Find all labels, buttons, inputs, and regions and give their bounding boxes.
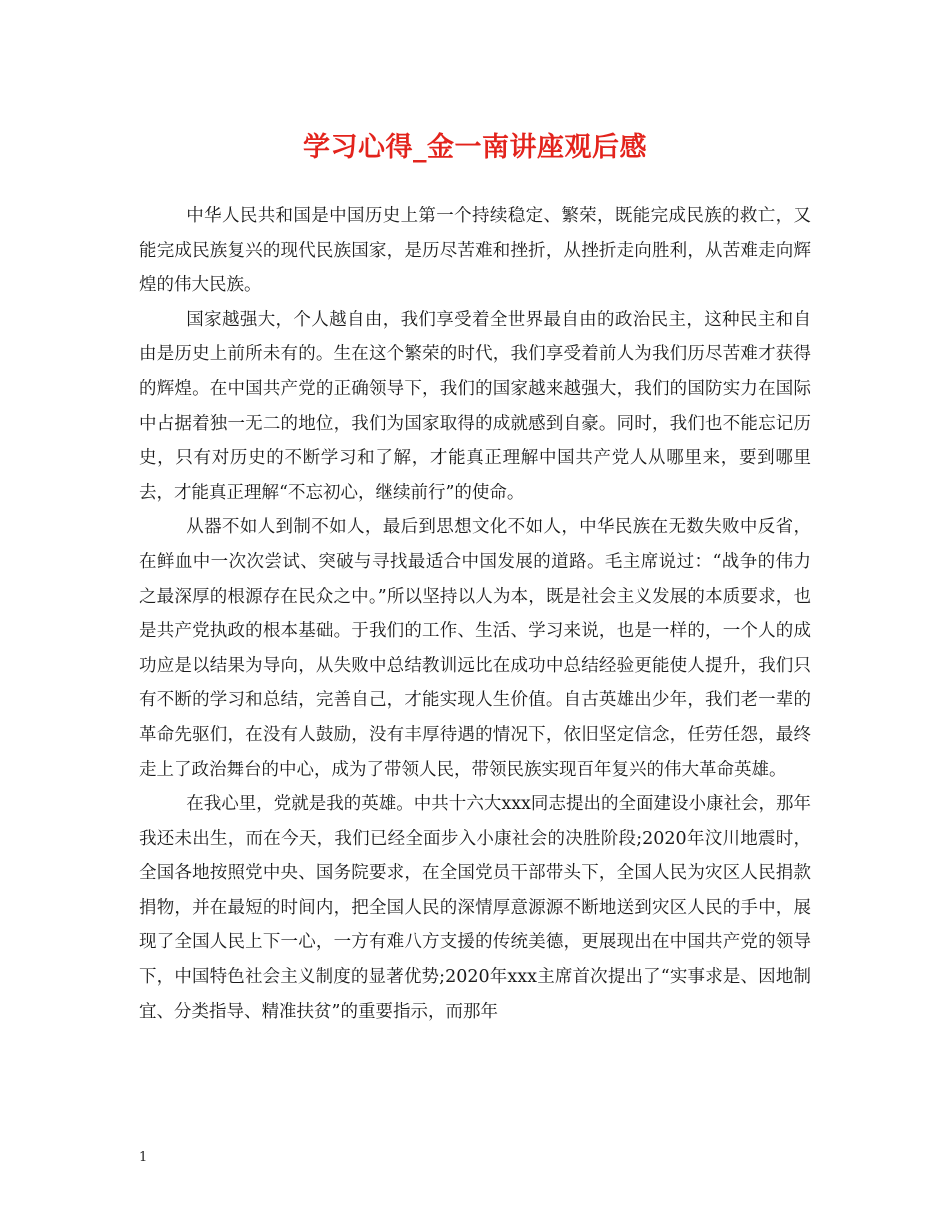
paragraph: 中华人民共和国是中国历史上第一个持续稳定、繁荣，既能完成民族的救亡，又能完成民族复兴的现代民族国家，是历尽苦难和挫折，从挫折走向胜利，从苦难走向辉煌的伟大民族。 [139, 206, 811, 296]
paragraph: 国家越强大，个人越自由，我们享受着全世界最自由的政治民主，这种民主和自由是历史上前所未有的。生在这个繁荣的时代，我们享受着前人为我们历尽苦难才获得的辉煌。在中国共产党的正确领导下，我们的国家越来越强大，我们的国防实力在国际中占据着独一无二的地位，我们为国家取得的成就感到自豪。同时，我们也不能忘记历史，只有对历史的不断学习和了解，才能真正理解中国共产党人从哪里来，要到哪里去，才能真正理解“不忘初心，继续前行”的使命。 [139, 309, 811, 503]
document-title: 学习心得_金一南讲座观后感 [303, 132, 647, 163]
paragraph: 在我心里，党就是我的英雄。中共十六大xxx同志提出的全面建设小康社会，那年我还未出生，而在今天，我们已经全面步入小康社会的决胜阶段;2020年汶川地震时，全国各地按照党中央、国务院要求，在全国党员干部带头下，全国人民为灾区人民捐款捐物，并在最短的时间内，把全国人民的深情厚意源源不断地送到灾区人民的手中，展现了全国人民上下一心，一方有难八方支援的传统美德，更展现出在中国共产党的领导下，中国特色社会主义制度的显著优势;2020年xxx主席首次提出了“实事求是、因地制宜、分类指导、精准扶贫”的重要指示，而那年 [139, 794, 811, 1022]
document-body [139, 199, 811, 1029]
page-number: 1 [139, 1150, 148, 1165]
paragraph: 从器不如人到制不如人，最后到思想文化不如人，中华民族在无数失败中反省，在鲜血中一次次尝试、突破与寻找最适合中国发展的道路。毛主席说过：“战争的伟力之最深厚的根源存在民众之中。”所以坚持以人为本，既是社会主义发展的本质要求，也是共产党执政的根本基础。于我们的工作、生活、学习来说，也是一样的，一个人的成功应是以结果为导向，从失败中总结教训远比在成功中总结经验更能使人提升，我们只有不断的学习和总结，完善自己，才能实现人生价值。自古英雄出少年，我们老一辈的革命先驱们，在没有人鼓励，没有丰厚待遇的情况下，依旧坚定信念，任劳任怨，最终走上了政治舞台的中心，成为了带领人民，带领民族实现百年复兴的伟大革命英雄。 [139, 517, 811, 780]
